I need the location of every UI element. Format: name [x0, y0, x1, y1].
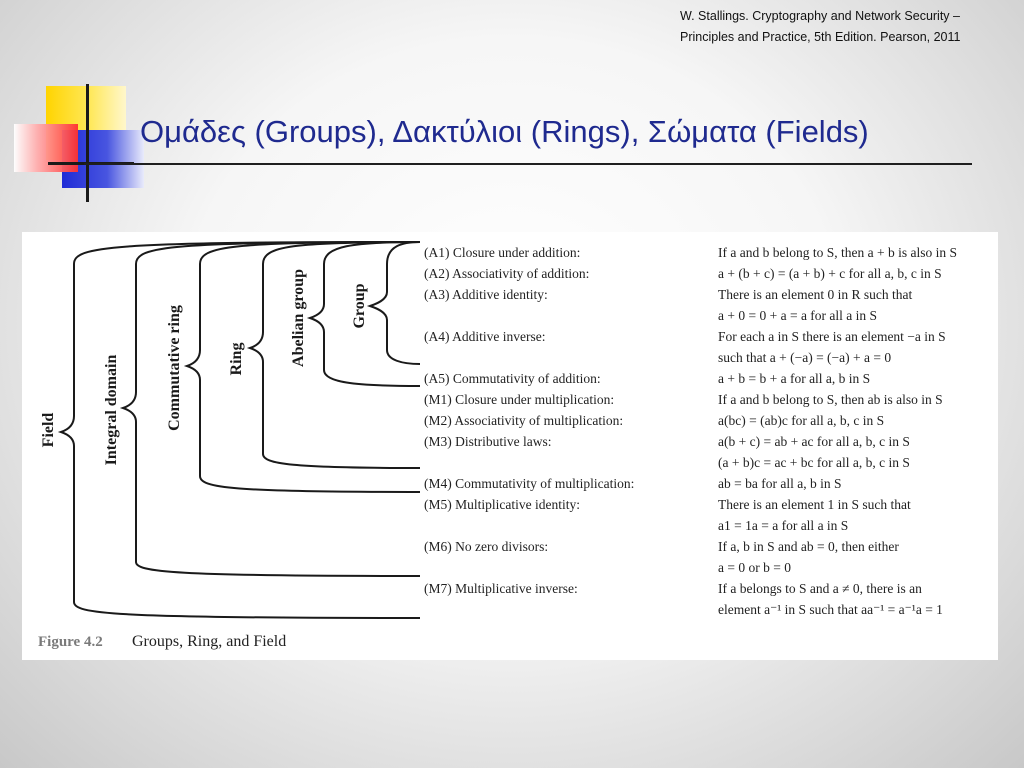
axiom-description-line: If a and b belong to S, then a + b is also in S [718, 245, 957, 260]
axiom-description-line: There is an element 1 in S such that [718, 497, 911, 512]
axiom-description-line: For each a in S there is an element −a in S [718, 329, 946, 344]
label-abelian-group: Abelian group [290, 269, 307, 367]
axiom-description-line: a + b = b + a for all a, b in S [718, 371, 871, 386]
citation-line-1: W. Stallings. Cryptography and Network Security – [680, 9, 960, 23]
axiom-name: (M5) Multiplicative identity: [424, 497, 580, 512]
axiom-name: (A1) Closure under addition: [424, 245, 581, 260]
axiom-description-line: a + (b + c) = (a + b) + c for all a, b, c in S [718, 266, 942, 281]
axiom-description-line: (a + b)c = ac + bc for all a, b, c in S [718, 455, 910, 470]
axiom-name: (M3) Distributive laws: [424, 434, 552, 449]
axiom-description-line: a + 0 = 0 + a = a for all a in S [718, 308, 878, 323]
axiom-description-line: a = 0 or b = 0 [718, 560, 791, 575]
label-group: Group [351, 283, 368, 329]
citation-line-2: Principles and Practice, 5th Edition. Pearson, 2011 [680, 30, 961, 44]
figure-groups-rings-fields [22, 232, 998, 660]
page-title: Ομάδες (Groups), Δακτύλιοι (Rings), Σώματα (Fields) [140, 114, 869, 149]
logo-vertical-line [86, 84, 89, 202]
axiom-description-line: ab = ba for all a, b in S [718, 476, 842, 491]
ring-bracket [250, 242, 420, 468]
label-field: Field [40, 412, 57, 448]
axiom-description-line: If a, b in S and ab = 0, then either [718, 539, 899, 554]
axiom-description-line: element a⁻¹ in S such that aa⁻¹ = a⁻¹a = 1 [718, 602, 943, 617]
figure-caption-text: Groups, Ring, and Field [132, 633, 287, 650]
label-ring: Ring [228, 342, 245, 376]
axiom-name: (A4) Additive inverse: [424, 329, 546, 344]
figure-caption-number: Figure 4.2 [38, 634, 103, 650]
axiom-description-line: There is an element 0 in R such that [718, 287, 913, 302]
citation [680, 6, 1010, 48]
axiom-name: (A2) Associativity of addition: [424, 266, 590, 281]
figure-svg [22, 232, 998, 660]
axiom-description-line: a1 = 1a = a for all a in S [718, 518, 849, 533]
axiom-description-line: If a and b belong to S, then ab is also in S [718, 392, 943, 407]
title-divider [84, 163, 972, 165]
group-bracket [370, 242, 420, 364]
axiom-name: (A3) Additive identity: [424, 287, 548, 302]
axiom-description-line: such that a + (−a) = (−a) + a = 0 [718, 350, 892, 365]
axiom-name: (M7) Multiplicative inverse: [424, 581, 578, 596]
axiom-name: (M2) Associativity of multiplication: [424, 413, 624, 428]
axiom-list [424, 245, 957, 617]
axiom-name: (M6) No zero divisors: [424, 539, 549, 554]
axiom-name: (M1) Closure under multiplication: [424, 392, 615, 407]
axiom-name: (M4) Commutativity of multiplication: [424, 476, 635, 491]
label-commutative-ring: Commutative ring [166, 305, 183, 431]
axiom-description-line: If a belongs to S and a ≠ 0, there is an [718, 581, 922, 596]
axiom-description-line: a(b + c) = ab + ac for all a, b, c in S [718, 434, 910, 449]
axiom-name: (A5) Commutativity of addition: [424, 371, 601, 386]
axiom-description-line: a(bc) = (ab)c for all a, b, c in S [718, 413, 885, 428]
label-integral-domain: Integral domain [103, 354, 120, 466]
